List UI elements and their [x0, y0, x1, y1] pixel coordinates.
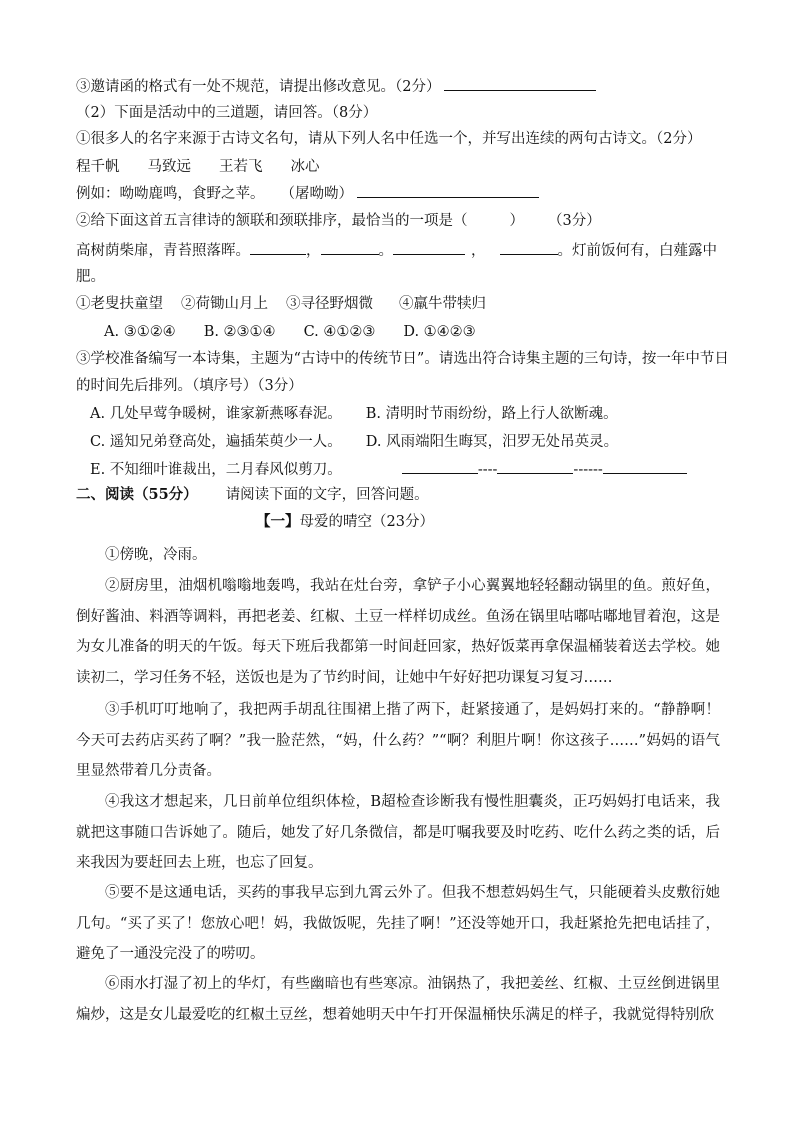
poem-choice-row: [90, 404, 618, 424]
poem-blank[interactable]: [250, 240, 306, 255]
poem-line-options: [76, 294, 486, 314]
choice-options: [104, 322, 476, 342]
choice-c[interactable]: C. ④①②③: [303, 324, 376, 340]
choice-d[interactable]: D. ①④②③: [403, 324, 476, 340]
poem-continuation: 肥。: [76, 269, 105, 285]
name-list: [76, 157, 320, 177]
choice-a[interactable]: A. ③①②④: [104, 324, 176, 340]
name-item: 马致远: [147, 159, 191, 175]
separator: ----: [477, 462, 498, 478]
question-1-prompt: ①很多人的名字来源于古诗文名句，请从下列人名中任选一个，并写出连续的两句古诗文。（2分）: [76, 131, 702, 147]
paragraph-1: ①傍晚，冷雨。: [105, 547, 207, 563]
name-item: 王若飞: [219, 159, 263, 175]
poem-choice-e: E. 不知细叶谁裁出，二月春风似剪刀。: [90, 462, 342, 478]
paragraph-6: ⑥雨水打湿了初上的华灯，有些幽暗也有些寒凉。油锅热了，我把姜丝、红椒、土豆丝倒进锅里煸炒，这是女儿最爱吃的红椒土豆丝，想着她明天中午打开保温桶快乐满足的样子，我就觉得特别欣: [76, 976, 720, 1023]
poem-text: 。灯前饭何有，白薤露中: [557, 243, 717, 259]
question-text: ③邀请函的格式有一处不规范，请提出修改意见。（2分）: [76, 79, 441, 95]
poem-punct: ，: [306, 243, 321, 259]
poem-choice-row: [90, 432, 618, 452]
paragraph-3: ③手机叮叮地响了，我把两手胡乱往围裙上揩了两下，赶紧接通了，是妈妈打来的。“静静啊！今天可去药店买药了啊？”我一脸茫然，“妈，什么药？”“啊？利胆片啊！你这孩子……”妈妈的语气里显然带着几分责备。: [76, 702, 720, 780]
poem-choice-b: B. 清明时节雨纷纷，路上行人欲断魂。: [365, 406, 618, 422]
poem-punct: ，: [471, 243, 486, 259]
question-3-prompt-1: ③学校准备编写一本诗集，主题为“古诗中的传统节日”。请选出符合诗集主题的三句诗，按一年中节日: [76, 351, 729, 367]
poem-blank[interactable]: [393, 240, 465, 255]
poem-option: ③寻径野烟微: [286, 296, 373, 312]
answer-blank[interactable]: [497, 459, 573, 474]
poem-punct: 。: [378, 243, 393, 259]
poem-blank[interactable]: [321, 240, 379, 255]
article-title: [256, 512, 434, 532]
example-line: [76, 183, 539, 204]
paragraph-4: ④我这才想起来，几日前单位组织体检，B超检查诊断我有慢性胆囊炎，正巧妈妈打电话来，我就把这事随口告诉她了。随后，她发了好几条微信，都是叮嘱我要及时吃药、吃什么药之类的话，后来我因为要赶回去上班，也忘了回复。: [76, 794, 720, 872]
name-item: 程千帆: [76, 159, 120, 175]
answer-blank[interactable]: [444, 76, 596, 91]
part2-header: （2）下面是活动中的三道题，请回答。（8分）: [76, 105, 378, 121]
question-3-prompt-2: 的时间先后排列。（填序号）（3分）: [76, 378, 303, 394]
poem-choice-a: A. 几处早莺争暖树，谁家新燕啄春泥。: [90, 406, 342, 422]
score-label: （3分）: [548, 213, 601, 229]
poem-line: [76, 240, 717, 261]
separator: ------: [573, 462, 603, 478]
poem-text: 高树荫柴扉，青苔照落晖。: [76, 243, 250, 259]
bracket-close: ）: [509, 213, 524, 229]
section-title: 二、阅读（55分）: [76, 486, 198, 503]
name-item: 冰心: [290, 159, 320, 175]
answer-blank[interactable]: [357, 183, 539, 198]
question-invitation-format: [76, 76, 596, 97]
choice-b[interactable]: B. ②③①④: [203, 324, 276, 340]
poem-choice-c: C. 遥知兄弟登高处，遍插茱萸少一人。: [90, 434, 342, 450]
question-2-prompt: [76, 211, 601, 231]
question-text: ②给下面这首五言律诗的颔联和颈联排序，最恰当的一项是（: [76, 213, 468, 229]
article-title-text: 母爱的晴空（23分）: [299, 514, 434, 530]
poem-choice-row: [90, 459, 687, 480]
paragraph-2: ②厨房里，油烟机嗡嗡地轰鸣，我站在灶台旁，拿铲子小心翼翼地轻轻翻动锅里的鱼。煎好鱼，倒好酱油、料酒等调料，再把老姜、红椒、土豆一样样切成丝。鱼汤在锅里咕嘟咕嘟地冒着泡，这是为女儿准备的明天的午饭。每天下班后我都第一时间赶回家，热好饭菜再拿保温桶装着送去学校。她读初二，学习任务不轻，送饭也是为了节约时间，让她中午好好把功课复习复习……: [76, 578, 720, 686]
answer-blank[interactable]: [402, 459, 478, 474]
poem-choice-d: D. 风雨端阳生晦冥，汨罗无处吊英灵。: [365, 434, 619, 450]
paragraph-5: ⑤要不是这通电话，买药的事我早忘到九霄云外了。但我不想惹妈妈生气，只能硬着头皮敷衍她几句。“买了买了！您放心吧！妈，我做饭呢，先挂了啊！”还没等她开口，我赶紧抢先把电话挂了，避免了一通没完没了的唠叨。: [76, 885, 720, 963]
article-title-mark: 【一】: [256, 513, 300, 530]
section-2-header: [76, 485, 429, 505]
poem-option: ②荷锄山月上: [181, 296, 268, 312]
poem-blank[interactable]: [500, 240, 558, 255]
example-name: （屠呦呦）: [280, 186, 353, 202]
poem-option: ①老叟扶童望: [76, 296, 163, 312]
poem-option: ④羸牛带犊归: [399, 296, 486, 312]
section-instruction: 请阅读下面的文字，回答问题。: [225, 487, 429, 503]
answer-blank[interactable]: [603, 459, 687, 474]
example-text: 例如：呦呦鹿鸣，食野之苹。: [76, 186, 265, 202]
